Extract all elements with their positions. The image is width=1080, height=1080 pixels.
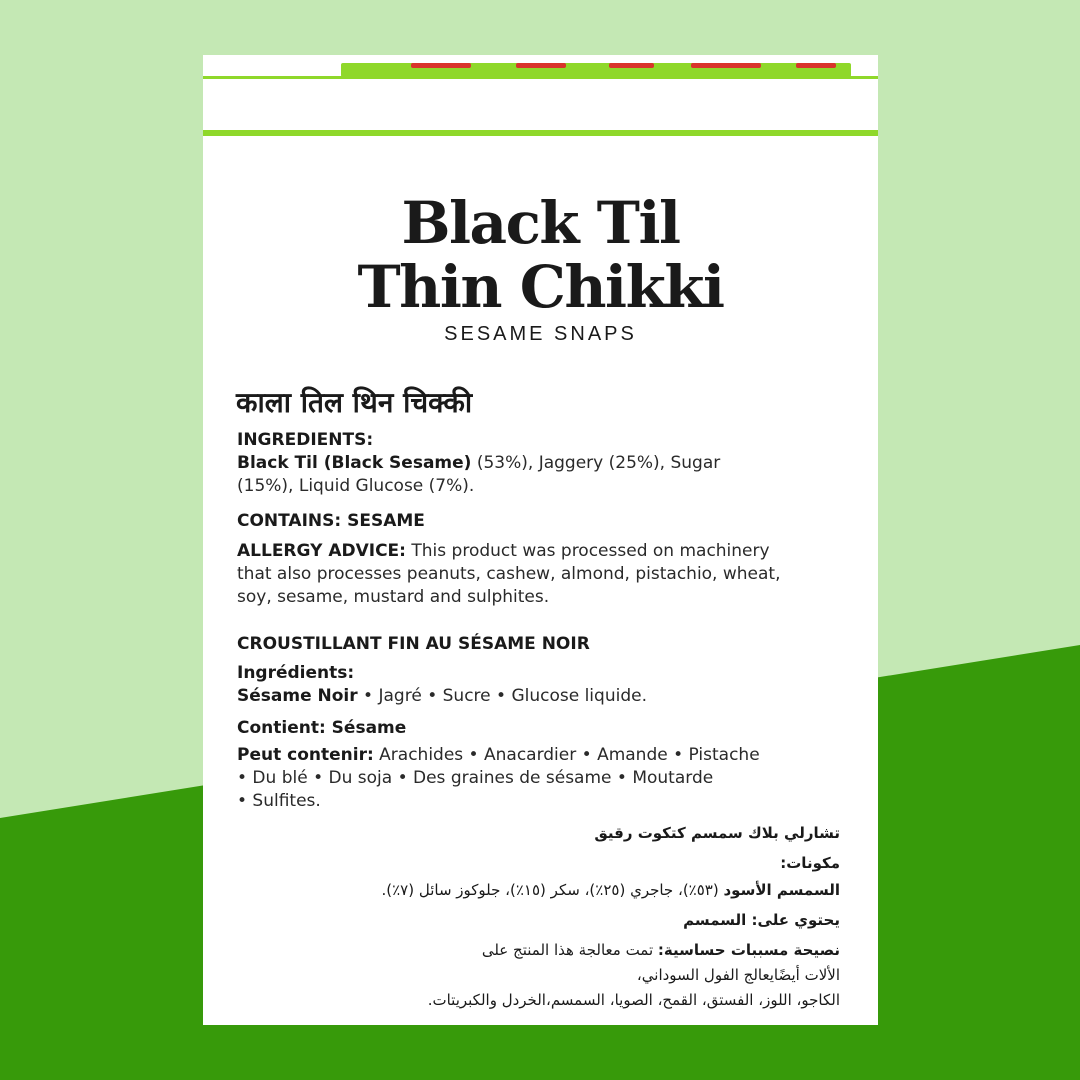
arabic-allergy-heading: نصيحة مسببات حساسية: bbox=[657, 941, 840, 959]
allergy-line1 bbox=[237, 540, 770, 562]
french-ingredients-heading: Ingrédients: bbox=[237, 663, 355, 683]
french-may-contain-line1-rest: Arachides • Anacardier • Amande • Pistache bbox=[373, 745, 760, 765]
french-ingredients-rest: • Jagré • Sucre • Glucose liquide. bbox=[357, 686, 647, 706]
arabic-ingredients-line bbox=[381, 880, 840, 900]
arabic-ingredients-bold: السمسم الأسود bbox=[723, 881, 840, 899]
hindi-product-name: काला तिल थिन चिक्की bbox=[236, 386, 473, 419]
french-may-contain-line2: • Du blé • Du soja • Des graines de sésame • Moutarde bbox=[237, 768, 714, 788]
french-may-contain-line3: • Sulfites. bbox=[237, 791, 321, 811]
arabic-ingredients-rest: (٥٣٪)، جاجري (٢٥٪)، سكر (١٥٪)، جلوكوز سائل (٧٪). bbox=[381, 881, 724, 899]
ingredients-line1-rest: (53%), Jaggery (25%), Sugar bbox=[471, 453, 721, 473]
product-subtitle: SESAME SNAPS bbox=[444, 323, 637, 345]
ingredients-bold: Black Til (Black Sesame) bbox=[237, 453, 472, 473]
french-ingredients-line bbox=[237, 685, 647, 707]
arabic-allergy-line3: الكاجو، اللوز، الفستق، القمح، الصويا، السمسم،الخردل والكبريتات. bbox=[427, 991, 840, 1009]
french-ingredients-bold: Sésame Noir bbox=[237, 686, 358, 706]
french-may-contain-line1 bbox=[237, 744, 760, 766]
ingredients-line2: (15%), Liquid Glucose (7%). bbox=[237, 476, 475, 496]
packaging-top-strip bbox=[341, 63, 851, 77]
french-contains: Contient: Sésame bbox=[237, 718, 407, 738]
product-title-line1: Black Til bbox=[401, 189, 680, 257]
arabic-contains: يحتوي على: السمسم bbox=[683, 911, 840, 929]
arabic-allergy-line1-rest: تمت معالجة هذا المنتج على bbox=[481, 941, 658, 959]
arabic-title: تشارلي بلاك سمسم كتكوت رقيق bbox=[594, 824, 840, 842]
green-divider bbox=[203, 130, 878, 136]
contains-statement: CONTAINS: SESAME bbox=[237, 511, 425, 531]
top-divider bbox=[203, 76, 878, 79]
allergy-line3: soy, sesame, mustard and sulphites. bbox=[237, 587, 550, 607]
ingredients-line1 bbox=[237, 452, 720, 474]
product-title-line2: Thin Chikki bbox=[357, 253, 724, 321]
french-may-contain-heading: Peut contenir: bbox=[237, 745, 374, 765]
arabic-ingredients-heading: مكونات: bbox=[780, 854, 840, 872]
arabic-allergy-line2: الألات أيضًايعالج الفول السوداني، bbox=[636, 966, 840, 984]
ingredients-heading: INGREDIENTS: bbox=[237, 430, 374, 450]
allergy-heading: ALLERGY ADVICE: bbox=[237, 541, 406, 561]
allergy-line2: that also processes peanuts, cashew, almond, pistachio, wheat, bbox=[237, 564, 781, 584]
allergy-line1-rest: This product was processed on machinery bbox=[405, 541, 770, 561]
arabic-allergy-line1 bbox=[482, 940, 840, 960]
french-heading: CROUSTILLANT FIN AU SÉSAME NOIR bbox=[237, 634, 590, 654]
product-label bbox=[203, 55, 878, 1025]
